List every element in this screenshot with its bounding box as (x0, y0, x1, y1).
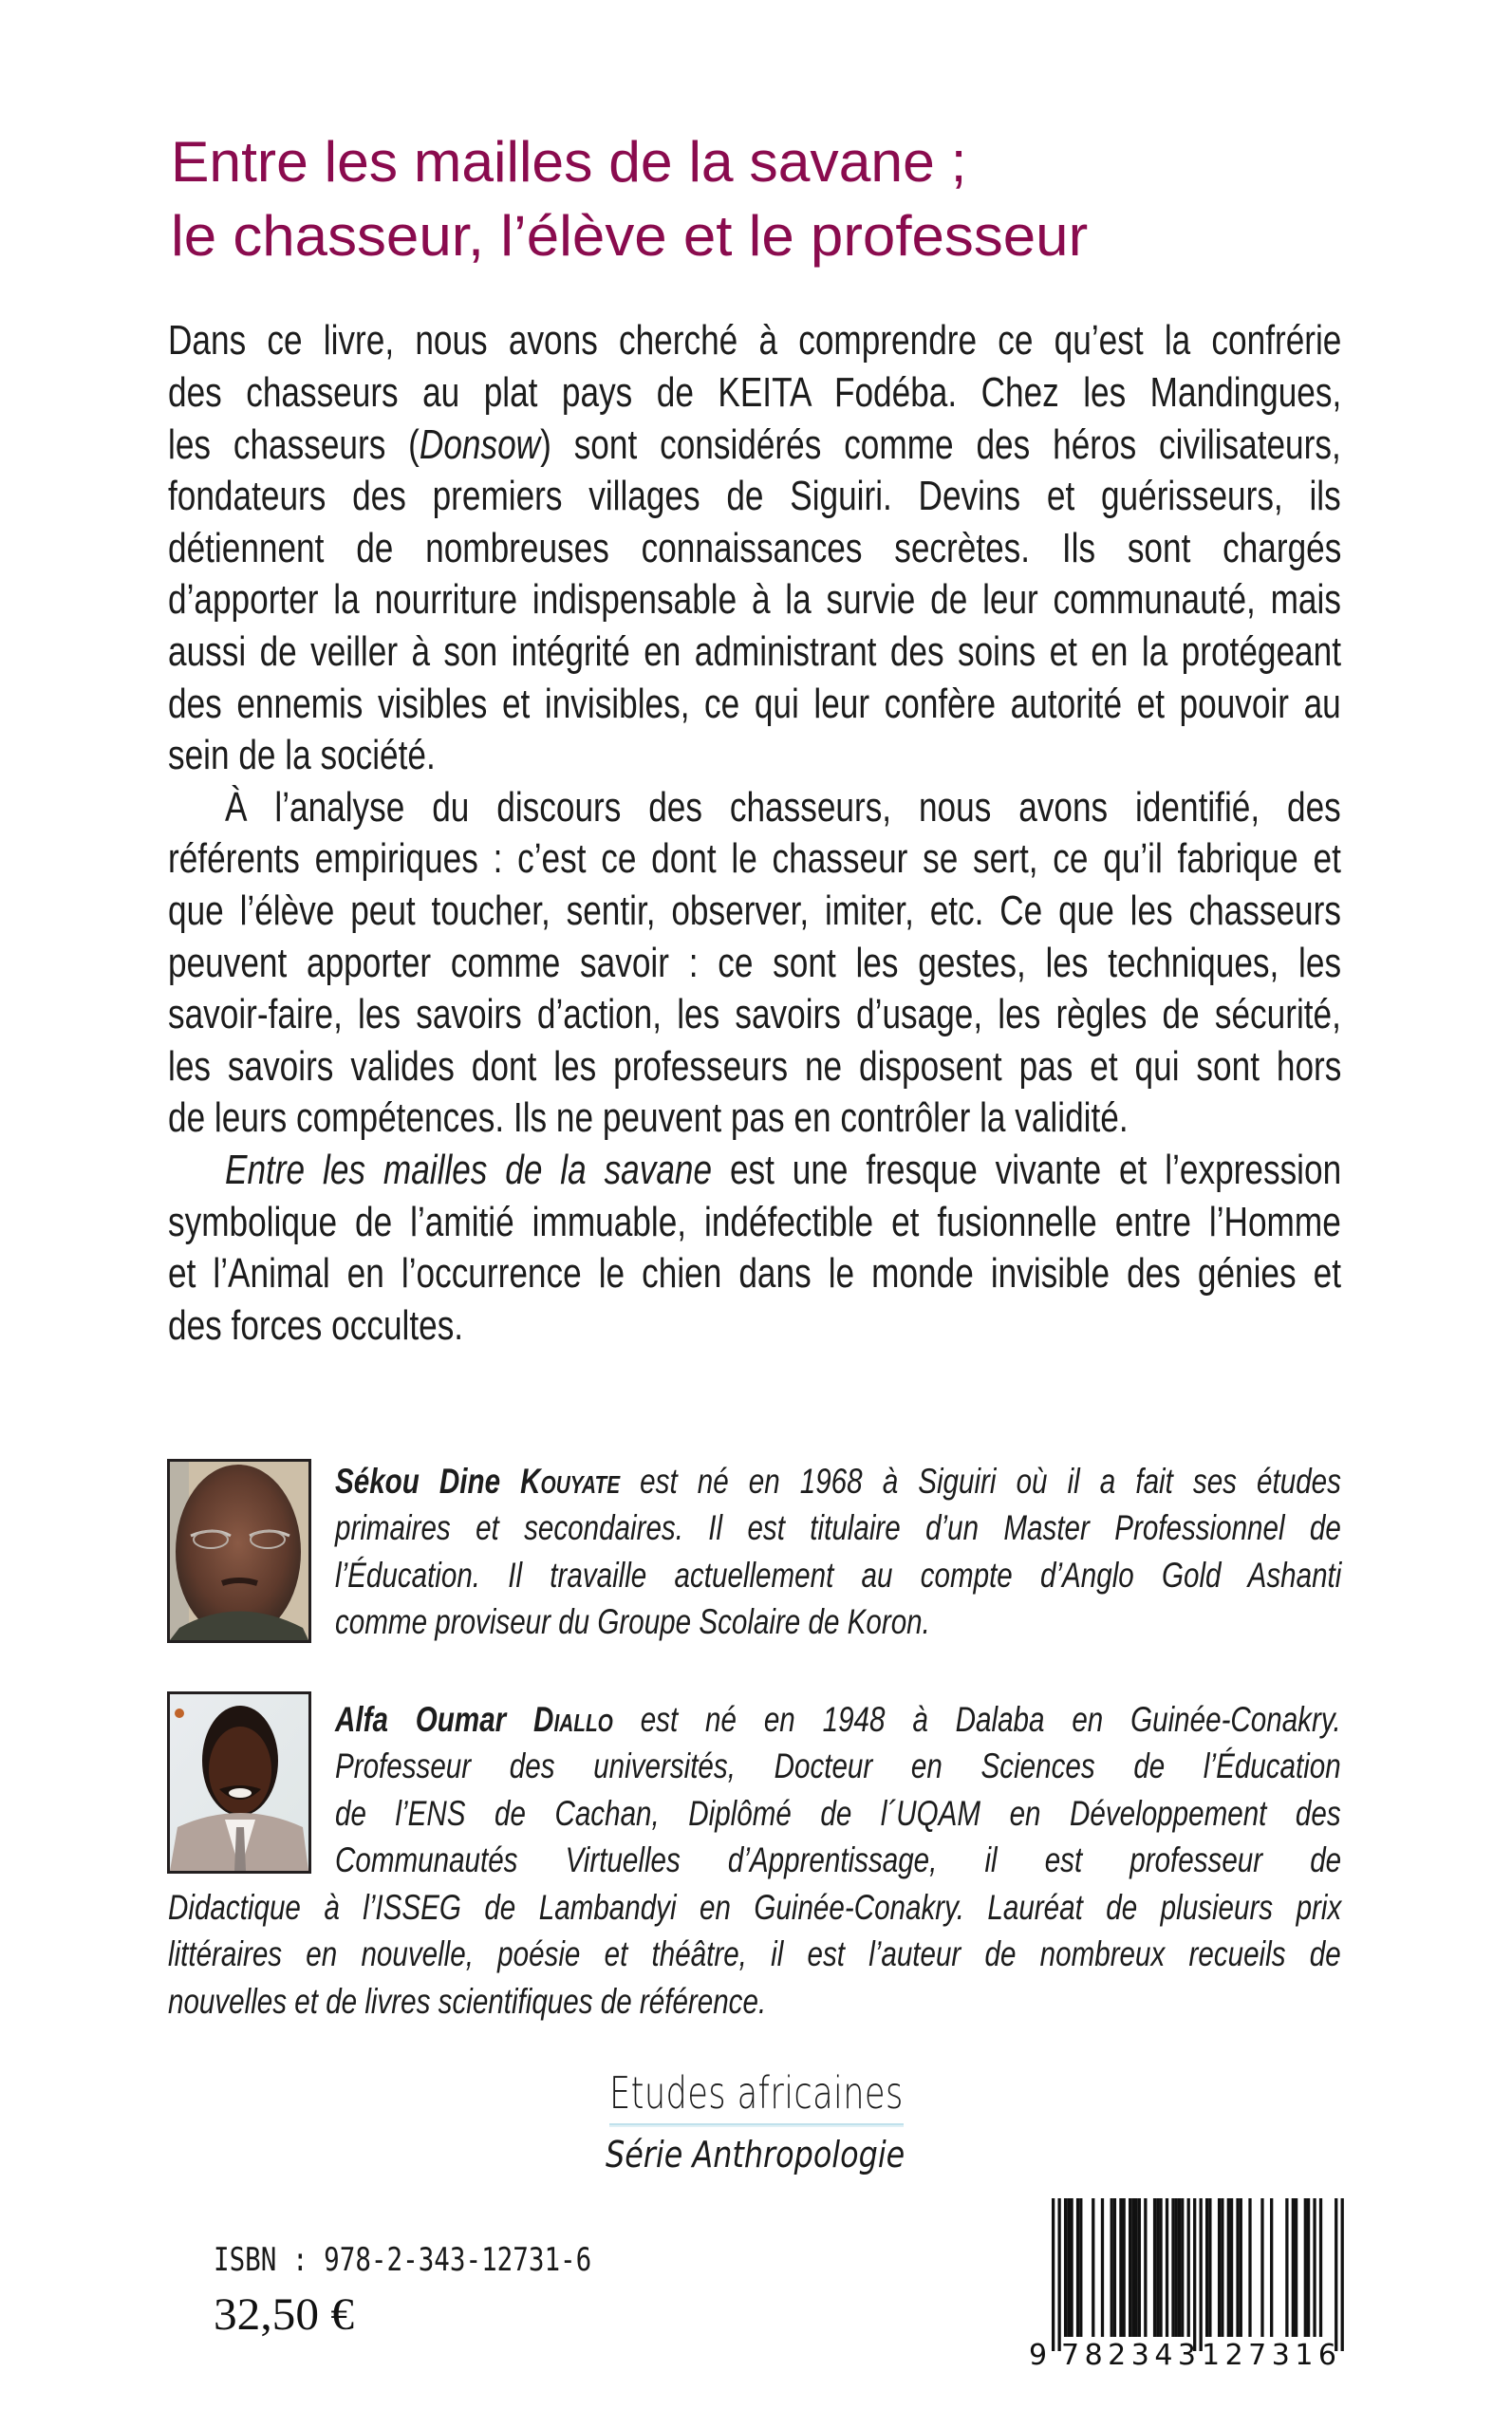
blurb-line: des chasseurs au plat pays de KEITA Fodéba. Chez les Mandingues, (168, 369, 1342, 416)
price: 32,50 € (214, 2288, 354, 2340)
author-photo-diallo (167, 1691, 311, 1874)
author-bio-line: Professeur des universités, Docteur en Sciences de l’Éducation (335, 1746, 1341, 1786)
title-line-1: Entre les mailles de la savane ; (171, 130, 967, 194)
isbn-barcode (1025, 2193, 1353, 2373)
author-bio-line: Alfa Oumar Diallo est né en 1948 à Dalaba en Guinée-Conakry. (335, 1699, 1341, 1739)
author-bio-line: nouvelles et de livres scientifiques de référence. (168, 1981, 767, 2021)
isbn: ISBN : 978-2-343-12731-6 (214, 2241, 592, 2280)
barcode-first-digit: 9 (1029, 2339, 1048, 2372)
author-bio-line: Sékou Dine Kouyate est né en 1968 à Siguiri où il a fait ses études (335, 1461, 1341, 1501)
blurb-line: que l’élève peut toucher, sentir, observer, imiter, etc. Ce que les chasseurs (168, 887, 1341, 934)
author-bio-line: l’Éducation. Il travaille actuellement au compte d’Anglo Gold Ashanti (335, 1555, 1342, 1595)
author-photo-kouyate (167, 1459, 311, 1643)
author-bio-line: littéraires en nouvelle, poésie et théâtre, il est l’auteur de nombreux recueils de (168, 1934, 1341, 1974)
subseries-name: Série Anthropologie (606, 2133, 905, 2176)
blurb-line: Dans ce livre, nous avons cherché à comprendre ce qu’est la confrérie (168, 317, 1342, 364)
portrait-image (170, 1462, 308, 1640)
blurb-line: et l’Animal en l’occurrence le chien dans le monde invisible des génies et (168, 1250, 1342, 1298)
blurb-line: d’apporter la nourriture indispensable à la survie de leur communauté, mais (168, 576, 1341, 624)
blurb-line: savoir-faire, les savoirs d’action, les savoirs d’usage, les règles de sécurité, (168, 991, 1341, 1038)
author-bio-line: Didactique à l’ISSEG de Lambandyi en Guinée-Conakry. Lauréat de plusieurs prix (168, 1887, 1342, 1927)
title-line-2: le chasseur, l’élève et le professeur (171, 204, 1089, 268)
blurb-line: de leurs compétences. Ils ne peuvent pas en contrôler la validité. (168, 1094, 1129, 1142)
blurb-line: Entre les mailles de la savane est une fresque vivante et l’expression (225, 1147, 1342, 1193)
author-bio-line: primaires et secondaires. Il est titulaire d’un Master Professionnel de (335, 1508, 1341, 1548)
author-bio-line: de l’ENS de Cachan, Diplômé de l´UQAM en Développement des (335, 1793, 1341, 1833)
barcode-right-digits: 127316 (1202, 2339, 1342, 2372)
author-bio-line: Communautés Virtuelles d’Apprentissage, il est professeur de (335, 1840, 1342, 1880)
author-bio-line: comme proviseur du Groupe Scolaire de Koron. (335, 1601, 930, 1641)
blurb-line: peuvent apporter comme savoir : ce sont les gestes, les techniques, les (168, 939, 1342, 986)
blurb-line: détiennent de nombreuses connaissances secrètes. Ils sont chargés (168, 524, 1342, 571)
blurb-line: fondateurs des premiers villages de Siguiri. Devins et guérisseurs, ils (168, 473, 1341, 520)
portrait-image (170, 1694, 308, 1871)
blurb-line: À l’analyse du discours des chasseurs, nous avons identifié, des (225, 783, 1341, 831)
series-divider (609, 2123, 904, 2127)
blurb-line: les chasseurs (Donsow) sont considérés comme des héros civilisateurs, (168, 420, 1341, 468)
blurb-line: des ennemis visibles et invisibles, ce qui leur confère autorité et pouvoir au (168, 680, 1341, 727)
blurb-line: aussi de veiller à son intégrité en administrant des soins et en la protégeant (168, 628, 1341, 675)
barcode-left-digits: 782343 (1061, 2339, 1202, 2372)
blurb-line: des forces occultes. (168, 1301, 464, 1349)
collection-name: Etudes africaines (609, 2066, 904, 2119)
blurb-line: symbolique de l’amitié immuable, indéfectible et fusionnelle entre l’Homme (168, 1198, 1341, 1245)
blurb-line: sein de la société. (168, 732, 436, 779)
blurb-line: référents empiriques : c’est ce dont le chasseur se sert, ce qu’il fabrique et (168, 835, 1341, 883)
blurb-line: les savoirs valides dont les professeurs ne disposent pas et qui sont hors (168, 1042, 1342, 1090)
